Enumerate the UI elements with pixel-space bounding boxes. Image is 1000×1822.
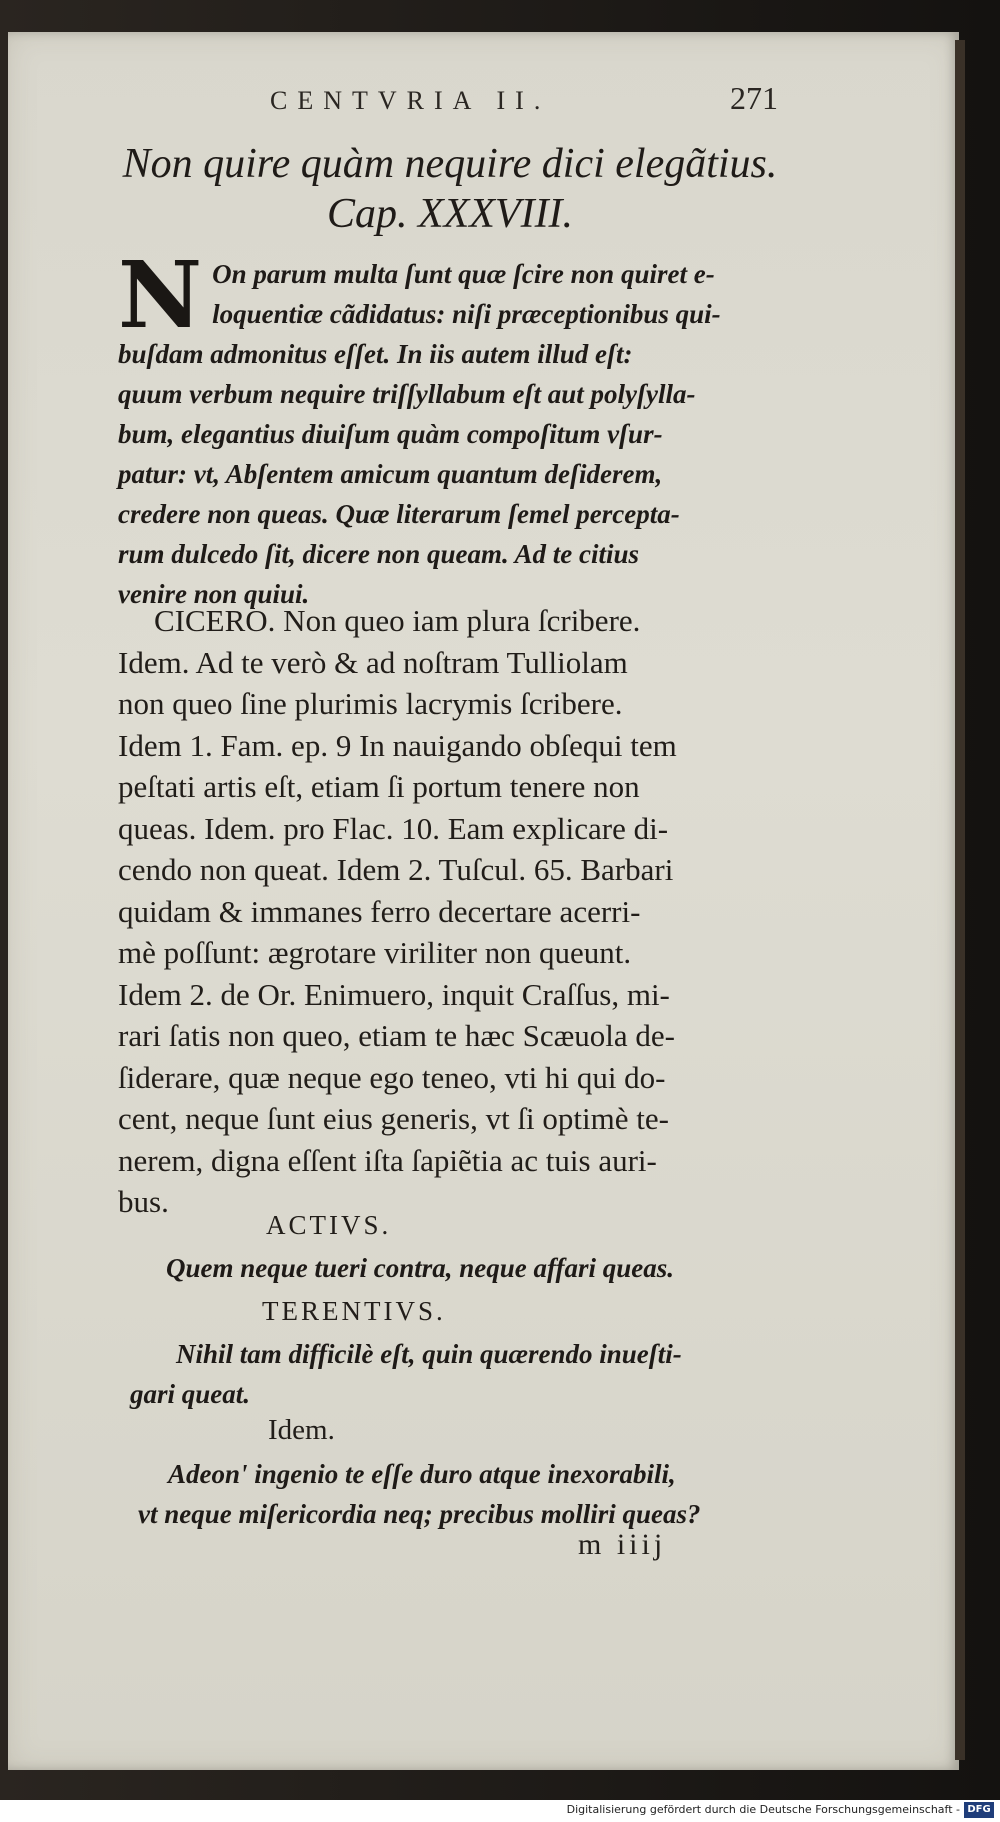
chapter-title xyxy=(110,140,790,238)
intro-line: patur: vt, Abſentem amicum quantum deſiderem, xyxy=(118,459,663,489)
body-line: quidam & immanes ferro decertare acerri- xyxy=(118,893,641,929)
quote-line: Nihil tam difficilè eſt, quin quærendo inueſti- xyxy=(176,1339,682,1369)
body-line: Idem 2. de Or. Enimuero, inquit Craſſus, mi- xyxy=(118,976,670,1012)
quote-line: gari queat. xyxy=(130,1379,251,1409)
page-header xyxy=(0,78,1000,122)
body-line: ſiderare, quæ neque ego teneo, vti hi qui do- xyxy=(118,1059,666,1095)
quote-speaker: TERENTIVS. xyxy=(262,1296,446,1326)
body-line: nerem, digna eſſent iſta ſapiẽtia ac tuis auri- xyxy=(118,1142,657,1178)
chapter-heading: Non quire quàm nequire dici elegãtius. xyxy=(122,141,778,187)
intro-line: quum verbum nequire triſſyllabum eſt aut polyſylla- xyxy=(118,379,696,409)
intro-line: credere non queas. Quæ literarum ſemel percepta- xyxy=(118,499,680,529)
body-line: cent, neque ſunt eius generis, vt ſi optimè te- xyxy=(118,1101,669,1136)
intro-line: loquentiæ cãdidatus: niſi præceptionibus qui- xyxy=(212,299,721,329)
signature-mark: m iiij xyxy=(578,1528,667,1561)
quote-line: vt neque miſericordia neq; precibus molliri queas? xyxy=(138,1499,701,1529)
intro-line: On parum multa ſunt quæ ſcire non quiret e- xyxy=(212,259,715,289)
body-line: peſtati artis eſt, etiam ſi portum tenere non xyxy=(118,769,640,804)
body-line: rari ſatis non queo, etiam te hæc Scæuola de- xyxy=(118,1018,675,1053)
intro-paragraph xyxy=(118,241,798,614)
body-line: Idem 1. Fam. ep. 9 In nauigando obſequi tem xyxy=(118,727,677,763)
footer-credit: Digitalisierung gefördert durch die Deutsche Forschungsgemeinschaft - xyxy=(566,1803,960,1816)
drop-cap: N xyxy=(118,241,203,349)
body-line: bus. xyxy=(118,1184,169,1219)
body-paragraph xyxy=(118,600,808,1223)
body-line: queas. Idem. pro Flac. 10. Eam explicare di- xyxy=(118,810,669,846)
body-line: non queo ſine plurimis lacrymis ſcribere. xyxy=(118,686,623,721)
body-line: cendo non queat. Idem 2. Tuſcul. 65. Barbari xyxy=(118,852,674,887)
footer-bar xyxy=(0,1800,1000,1822)
intro-line: rum dulcedo ſit, dicere non queam. Ad te citius xyxy=(118,539,640,569)
page-number: 271 xyxy=(730,80,778,116)
body-line: Idem. Ad te verò & ad noſtram Tulliolam xyxy=(118,644,628,680)
chapter-number: Cap. XXXVIII. xyxy=(326,191,574,237)
quote-line: Quem neque tueri contra, neque affari queas. xyxy=(166,1253,675,1283)
running-head: CENTVRIA II. xyxy=(270,86,551,115)
body-line: CICERO. Non queo iam plura ſcribere. xyxy=(154,603,641,638)
quote-speaker: ACTIVS. xyxy=(266,1210,392,1240)
intro-line: buſdam admonitus eſſet. In iis autem illud eſt: xyxy=(118,339,633,369)
dfg-logo: DFG xyxy=(964,1802,994,1818)
intro-line: bum, elegantius diuiſum quàm compoſitum vſur- xyxy=(118,419,663,449)
quote-speaker: Idem. xyxy=(268,1414,335,1446)
intro-line: venire non quiui. xyxy=(118,579,310,609)
body-line: mè poſſunt: ægrotare viriliter non queunt. xyxy=(118,935,632,970)
quote-line: Adeon' ingenio te eſſe duro atque inexorabili, xyxy=(168,1459,676,1489)
page-edge xyxy=(955,40,965,1760)
